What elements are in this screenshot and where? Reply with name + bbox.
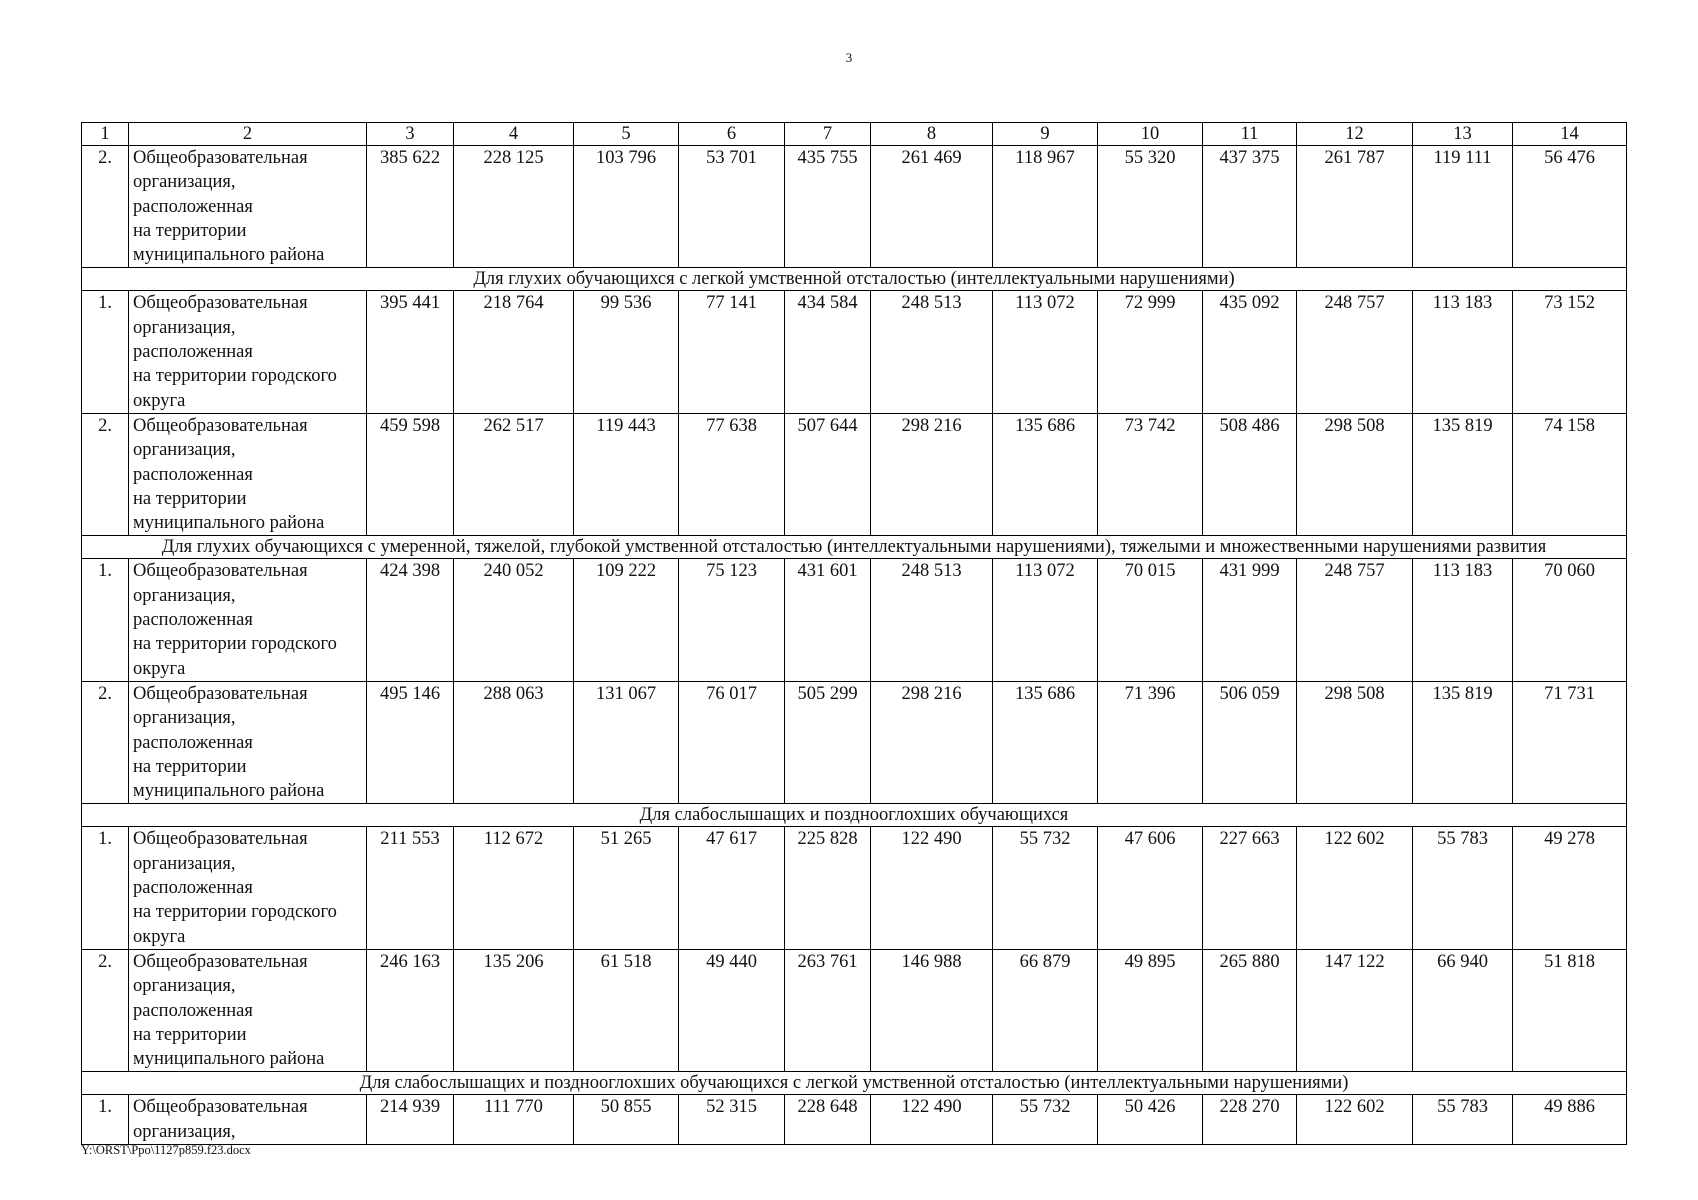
- value-cell: 135 686: [993, 413, 1098, 535]
- organization-name-cell: Общеобразовательная организация, расположенная на территории городского округа: [129, 559, 367, 681]
- value-cell: 53 701: [679, 146, 785, 268]
- value-cell: 211 553: [367, 827, 454, 949]
- value-cell: 435 092: [1203, 291, 1297, 413]
- value-cell: 122 602: [1297, 827, 1413, 949]
- value-cell: 74 158: [1513, 413, 1627, 535]
- section-heading: Для глухих обучающихся с легкой умственной отсталостью (интеллектуальными нарушениями): [82, 268, 1627, 291]
- section-heading-row: [82, 268, 1627, 291]
- value-cell: 50 855: [574, 1095, 679, 1145]
- value-cell: 49 886: [1513, 1095, 1627, 1145]
- row-number-cell: 2.: [82, 949, 129, 1071]
- value-cell: 103 796: [574, 146, 679, 268]
- value-cell: 147 122: [1297, 949, 1413, 1071]
- value-cell: 119 443: [574, 413, 679, 535]
- column-number-header: 1: [82, 123, 129, 146]
- organization-name-cell: Общеобразовательная организация, расположенная на территории муниципального района: [129, 146, 367, 268]
- column-number-header: 2: [129, 123, 367, 146]
- value-cell: 99 536: [574, 291, 679, 413]
- value-cell: 113 072: [993, 559, 1098, 681]
- column-number-header: 7: [785, 123, 871, 146]
- row-number-cell: 2.: [82, 681, 129, 803]
- value-cell: 214 939: [367, 1095, 454, 1145]
- value-cell: 56 476: [1513, 146, 1627, 268]
- value-cell: 263 761: [785, 949, 871, 1071]
- value-cell: 51 818: [1513, 949, 1627, 1071]
- organization-name-cell: Общеобразовательная организация, расположенная на территории муниципального района: [129, 949, 367, 1071]
- value-cell: 70 015: [1098, 559, 1203, 681]
- value-cell: 111 770: [454, 1095, 574, 1145]
- value-cell: 55 783: [1413, 1095, 1513, 1145]
- value-cell: 72 999: [1098, 291, 1203, 413]
- value-cell: 55 320: [1098, 146, 1203, 268]
- value-cell: 431 999: [1203, 559, 1297, 681]
- organization-name-cell: Общеобразовательная организация, расположенная на территории городского округа: [129, 291, 367, 413]
- value-cell: 112 672: [454, 827, 574, 949]
- row-number-cell: 1.: [82, 1095, 129, 1145]
- row-number-cell: 1.: [82, 827, 129, 949]
- section-heading: Для глухих обучающихся с умеренной, тяжелой, глубокой умственной отсталостью (интеллектуальными нарушениями), тяжелыми и множественными нарушениями развития: [82, 536, 1627, 559]
- value-cell: 71 396: [1098, 681, 1203, 803]
- section-heading: Для слабослышащих и позднооглохших обучающихся: [82, 804, 1627, 827]
- table-row: [82, 1095, 1627, 1145]
- value-cell: 47 617: [679, 827, 785, 949]
- value-cell: 431 601: [785, 559, 871, 681]
- column-number-header: 14: [1513, 123, 1627, 146]
- value-cell: 506 059: [1203, 681, 1297, 803]
- page-number: 3: [845, 50, 853, 65]
- value-cell: 298 508: [1297, 413, 1413, 535]
- value-cell: 49 278: [1513, 827, 1627, 949]
- value-cell: 113 072: [993, 291, 1098, 413]
- value-cell: 265 880: [1203, 949, 1297, 1071]
- value-cell: 508 486: [1203, 413, 1297, 535]
- value-cell: 437 375: [1203, 146, 1297, 268]
- value-cell: 505 299: [785, 681, 871, 803]
- budget-table: [81, 122, 1627, 1145]
- value-cell: 298 508: [1297, 681, 1413, 803]
- section-heading: Для слабослышащих и позднооглохших обучающихся с легкой умственной отсталостью (интеллектуальными нарушениями): [82, 1072, 1627, 1095]
- table-row: [82, 559, 1627, 681]
- value-cell: 135 819: [1413, 681, 1513, 803]
- table-row: [82, 681, 1627, 803]
- column-number-header: 11: [1203, 123, 1297, 146]
- value-cell: 298 216: [871, 413, 993, 535]
- value-cell: 119 111: [1413, 146, 1513, 268]
- organization-name-cell: Общеобразовательная организация, расположенная на территории муниципального района: [129, 681, 367, 803]
- row-number-cell: 2.: [82, 146, 129, 268]
- value-cell: 228 270: [1203, 1095, 1297, 1145]
- value-cell: 424 398: [367, 559, 454, 681]
- organization-name-cell: Общеобразовательная организация, расположенная на территории муниципального района: [129, 413, 367, 535]
- value-cell: 47 606: [1098, 827, 1203, 949]
- column-number-header: 10: [1098, 123, 1203, 146]
- section-heading-row: [82, 1072, 1627, 1095]
- table-row: [82, 827, 1627, 949]
- value-cell: 228 125: [454, 146, 574, 268]
- value-cell: 261 469: [871, 146, 993, 268]
- organization-name-cell: Общеобразовательная организация,: [129, 1095, 367, 1145]
- value-cell: 248 513: [871, 291, 993, 413]
- value-cell: 50 426: [1098, 1095, 1203, 1145]
- value-cell: 122 490: [871, 1095, 993, 1145]
- value-cell: 118 967: [993, 146, 1098, 268]
- row-number-cell: 2.: [82, 413, 129, 535]
- value-cell: 51 265: [574, 827, 679, 949]
- value-cell: 122 602: [1297, 1095, 1413, 1145]
- value-cell: 288 063: [454, 681, 574, 803]
- value-cell: 61 518: [574, 949, 679, 1071]
- value-cell: 77 141: [679, 291, 785, 413]
- table-row: [82, 291, 1627, 413]
- value-cell: 70 060: [1513, 559, 1627, 681]
- value-cell: 109 222: [574, 559, 679, 681]
- value-cell: 495 146: [367, 681, 454, 803]
- value-cell: 261 787: [1297, 146, 1413, 268]
- value-cell: 76 017: [679, 681, 785, 803]
- table-row: [82, 146, 1627, 268]
- value-cell: 55 732: [993, 1095, 1098, 1145]
- value-cell: 240 052: [454, 559, 574, 681]
- value-cell: 225 828: [785, 827, 871, 949]
- value-cell: 298 216: [871, 681, 993, 803]
- column-number-header: 12: [1297, 123, 1413, 146]
- value-cell: 385 622: [367, 146, 454, 268]
- value-cell: 113 183: [1413, 559, 1513, 681]
- value-cell: 55 783: [1413, 827, 1513, 949]
- value-cell: 507 644: [785, 413, 871, 535]
- value-cell: 146 988: [871, 949, 993, 1071]
- value-cell: 227 663: [1203, 827, 1297, 949]
- value-cell: 73 152: [1513, 291, 1627, 413]
- column-number-header: 4: [454, 123, 574, 146]
- column-number-header: 9: [993, 123, 1098, 146]
- footer-file-path: Y:\ORST\Ppo\1127p859.f23.docx: [81, 1143, 251, 1157]
- value-cell: 49 895: [1098, 949, 1203, 1071]
- value-cell: 262 517: [454, 413, 574, 535]
- value-cell: 49 440: [679, 949, 785, 1071]
- table-body: [82, 123, 1627, 1145]
- row-number-cell: 1.: [82, 291, 129, 413]
- column-number-header-row: [82, 123, 1627, 146]
- value-cell: 435 755: [785, 146, 871, 268]
- value-cell: 228 648: [785, 1095, 871, 1145]
- value-cell: 55 732: [993, 827, 1098, 949]
- table-row: [82, 949, 1627, 1071]
- section-heading-row: [82, 536, 1627, 559]
- value-cell: 77 638: [679, 413, 785, 535]
- value-cell: 135 686: [993, 681, 1098, 803]
- value-cell: 52 315: [679, 1095, 785, 1145]
- column-number-header: 8: [871, 123, 993, 146]
- value-cell: 248 757: [1297, 559, 1413, 681]
- column-number-header: 6: [679, 123, 785, 146]
- value-cell: 73 742: [1098, 413, 1203, 535]
- value-cell: 66 940: [1413, 949, 1513, 1071]
- value-cell: 395 441: [367, 291, 454, 413]
- column-number-header: 3: [367, 123, 454, 146]
- value-cell: 218 764: [454, 291, 574, 413]
- value-cell: 131 067: [574, 681, 679, 803]
- value-cell: 246 163: [367, 949, 454, 1071]
- value-cell: 459 598: [367, 413, 454, 535]
- value-cell: 113 183: [1413, 291, 1513, 413]
- value-cell: 434 584: [785, 291, 871, 413]
- value-cell: 135 819: [1413, 413, 1513, 535]
- table-row: [82, 413, 1627, 535]
- value-cell: 135 206: [454, 949, 574, 1071]
- value-cell: 248 757: [1297, 291, 1413, 413]
- column-number-header: 5: [574, 123, 679, 146]
- value-cell: 248 513: [871, 559, 993, 681]
- value-cell: 66 879: [993, 949, 1098, 1071]
- value-cell: 75 123: [679, 559, 785, 681]
- value-cell: 71 731: [1513, 681, 1627, 803]
- row-number-cell: 1.: [82, 559, 129, 681]
- value-cell: 122 490: [871, 827, 993, 949]
- section-heading-row: [82, 804, 1627, 827]
- column-number-header: 13: [1413, 123, 1513, 146]
- organization-name-cell: Общеобразовательная организация, расположенная на территории городского округа: [129, 827, 367, 949]
